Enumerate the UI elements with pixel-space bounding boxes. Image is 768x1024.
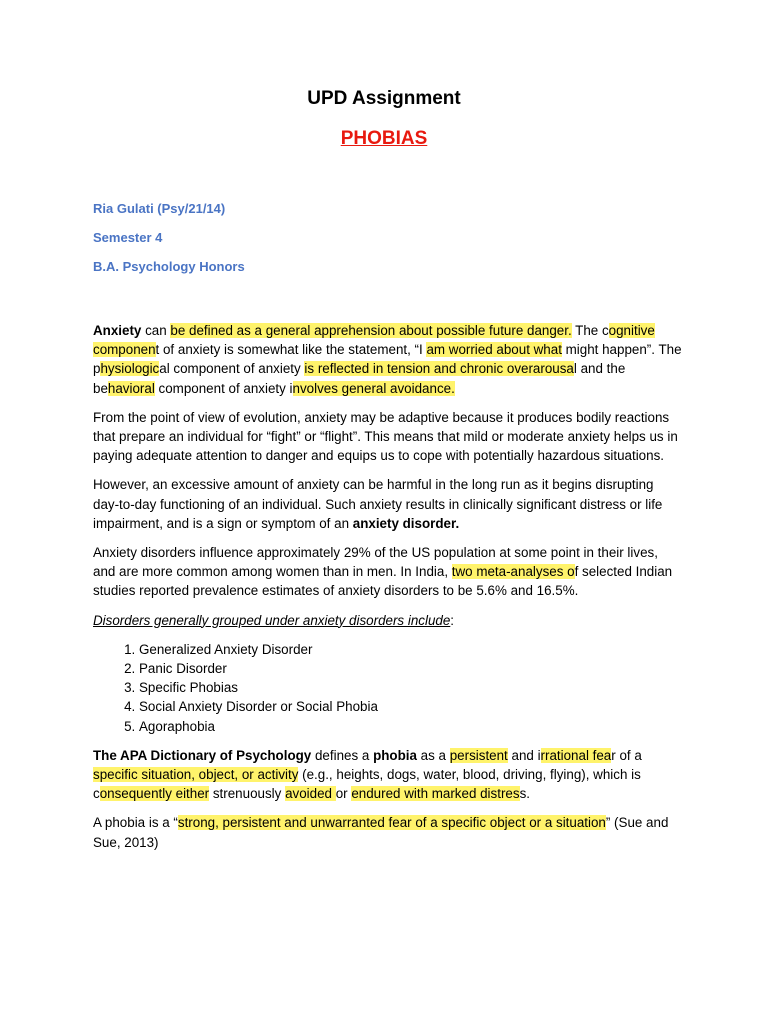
paragraph-anxiety-definition: Anxiety can be defined as a general apprehension about possible future danger. The cognitive component of anxiety is somewhat like the statement, “I am worried about what might happen”. The physiological component of anxiety is reflected in tension and chronic overarousal and the behavioral component of anxiety involves general avoidance. [93,323,682,396]
paragraph-phobia-definition: The APA Dictionary of Psychology defines a phobia as a persistent and irrational fear of a specific situation, object, or activity (e.g., heights, dogs, water, blood, driving, flying), which is consequently either strenuously avoided or endured with marked distress. [93,747,642,802]
author-name: Ria Gulati (Psy/21/14) [93,201,226,216]
document-subtitle: PHOBIAS [340,128,428,149]
document-title: UPD Assignment [307,88,461,109]
course-label: B.A. Psychology Honors [93,259,245,274]
paragraph-excessive-anxiety: However, an excessive amount of anxiety can be harmful in the long run as it begins disrupting day-to-day functioning of an individual. Such anxiety results in clinically significant distress or life impairment, and is a sign or symptom of an anxiety disorder. [93,477,663,531]
list-item: 3. Specific Phobias [139,678,683,697]
list-item: 1. Generalized Anxiety Disorder [139,640,683,659]
paragraph-phobia-quote: A phobia is a “strong, persistent and unwarranted fear of a specific object or a situation” (Sue and Sue, 2013) [93,815,669,850]
paragraph-prevalence: Anxiety disorders influence approximately 29% of the US population at some point in their lives, and are more common among women than in men. In India, two meta-analyses of selected Indian studies reported prevalence estimates of anxiety disorders to be 5.6% and 16.5%. [93,545,673,599]
semester-label: Semester 4 [93,230,163,245]
paragraph-evolution: From the point of view of evolution, anxiety may be adaptive because it produces bodily reactions that prepare an individual for “fight” or “flight”. This means that mild or moderate anxiety helps us in paying adequate attention to danger and equips us to cope with potentially hazardous situations. [93,409,678,464]
disorder-list [93,640,683,736]
list-intro: Disorders generally grouped under anxiety disorders include: [93,612,455,628]
list-item: 2. Panic Disorder [139,659,683,678]
list-item: 5. Agoraphobia [139,717,683,736]
document-body [93,321,683,862]
list-item: 4. Social Anxiety Disorder or Social Phobia [139,697,683,716]
